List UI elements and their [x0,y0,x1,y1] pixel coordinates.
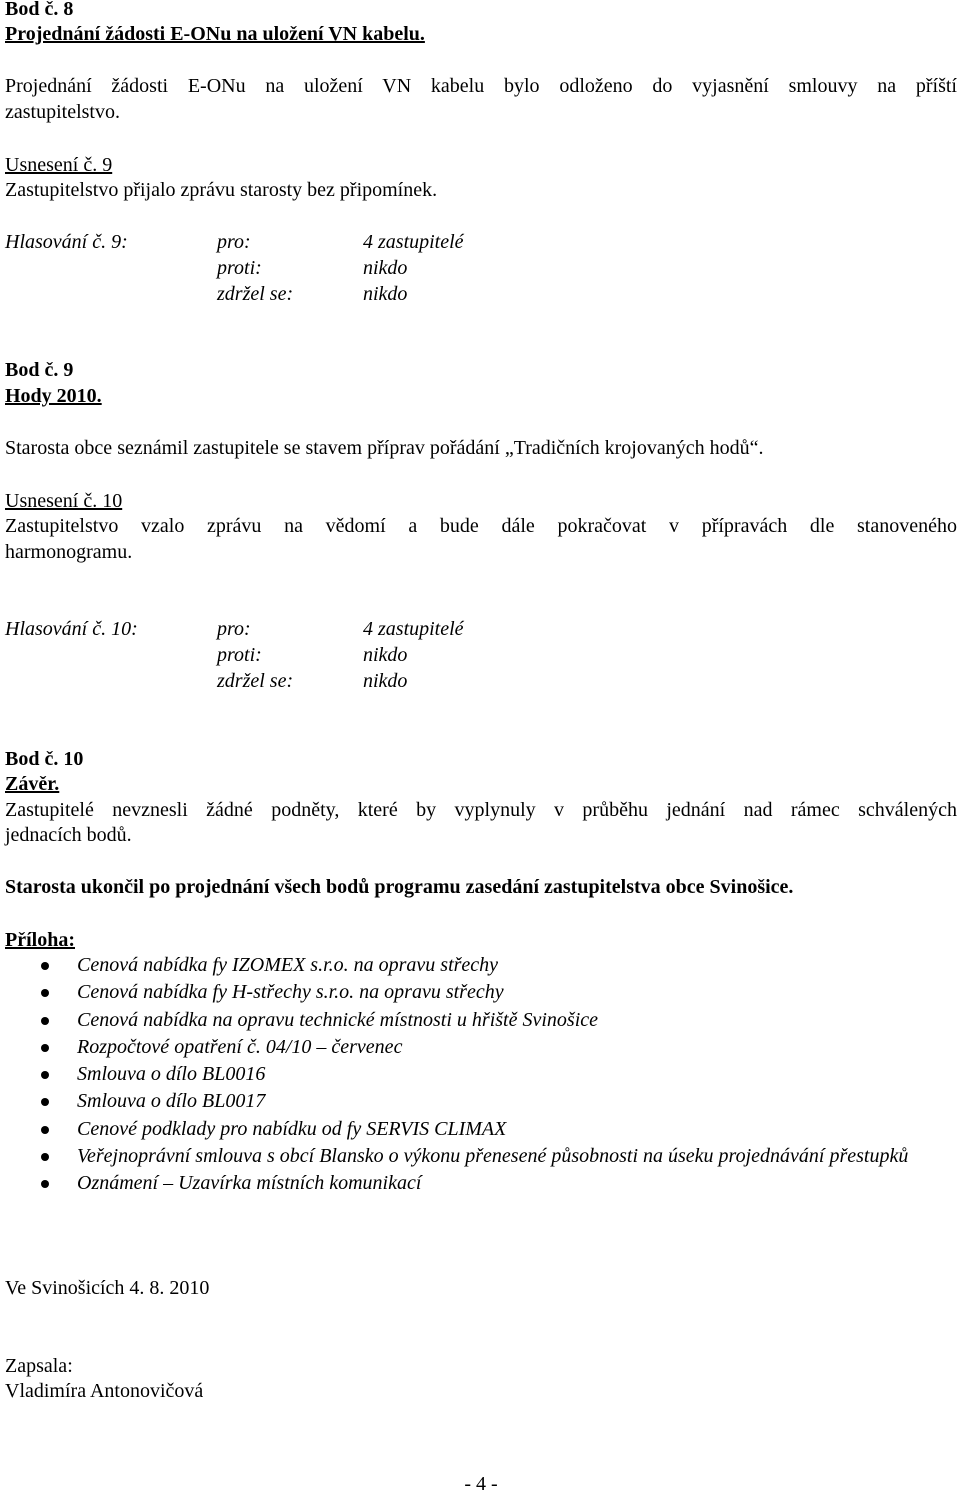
hlasovani9-pro-key: pro: [217,231,251,253]
hlasovani10-block [5,616,957,694]
hlasovani9-label: Hlasování č. 9: [5,231,128,253]
priloha-item-text: Cenová nabídka fy IZOMEX s.r.o. na opravu střechy [77,954,499,976]
usneseni9-heading: Usnesení č. 9 [5,154,113,176]
bod8-text-line2: zastupitelstvo. [5,101,120,123]
bullet-icon [41,1126,49,1134]
priloha-item-text: Smlouva o dílo BL0017 [77,1090,266,1113]
bullet-icon [41,1071,49,1079]
usneseni9-text: Zastupitelstvo přijalo zprávu starosty bez připomínek. [5,179,438,201]
hlasovani9-zdrzel-val: nikdo [363,283,408,305]
hlasovani10-pro-val: 4 zastupitelé [363,618,464,640]
priloha-item [5,1170,957,1197]
priloha-item [5,979,957,1006]
zapsala-label: Zapsala: [5,1355,73,1377]
hlasovani9-zdrzel-key: zdržel se: [217,283,294,305]
priloha-item-text: Smlouva o dílo BL0016 [77,1063,266,1086]
bullet-icon [41,1098,49,1106]
bod10-text-line2: jednacích bodů. [5,824,132,846]
priloha-list [5,952,957,1198]
bullet-icon [41,1153,49,1161]
priloha-item [5,1061,957,1088]
hlasovani10-label: Hlasování č. 10: [5,618,138,640]
bod9-text: Starosta obce seznámil zastupitele se stavem příprav pořádání „Tradičních krojovaných hodů“. [5,437,764,459]
bod10-title: Závěr. [5,773,60,795]
hlasovani10-zdrzel-key: zdržel se: [217,670,294,692]
priloha-item-text: Veřejnoprávní smlouva s obcí Blansko o výkonu přenesené působnosti na úseku projednávání přestupků [77,1145,909,1168]
usneseni10-text-line1: Zastupitelstvo vzalo zprávu na vědomí a bude dále pokračovat v přípravách dle stanoveného [5,515,957,537]
hlasovani10-proti-key: proti: [217,644,262,666]
priloha-item-text: Cenová nabídka fy H-střechy s.r.o. na opravu střechy [77,981,504,1004]
priloha-item [5,1034,957,1061]
bod10-heading: Bod č. 10 [5,748,84,770]
bod9-title: Hody 2010. [5,385,102,407]
hlasovani9-proti-val: nikdo [363,257,408,279]
priloha-item-text: Rozpočtové opatření č. 04/10 – červenec [77,1035,403,1058]
bullet-icon [41,962,49,970]
priloha-item [5,1143,957,1170]
hlasovani9-proti-key: proti: [217,257,262,279]
priloha-item [5,952,957,979]
bullet-icon [41,1180,49,1188]
page-number: - 4 - [464,1473,498,1495]
place-date: Ve Svinošicích 4. 8. 2010 [5,1277,210,1299]
bod8-text-line1: Projednání žádosti E-ONu na uložení VN kabelu bylo odloženo do vyjasnění smlouvy na příští [5,75,957,97]
hlasovani10-proti-val: nikdo [363,644,408,666]
bullet-icon [41,1017,49,1025]
priloha-item-text: Oznámení – Uzavírka místních komunikací [77,1172,422,1195]
usneseni10-heading: Usnesení č. 10 [5,490,123,512]
priloha-item-text: Cenové podklady pro nabídku od fy SERVIS CLIMAX [77,1117,507,1140]
zapsala-name: Vladimíra Antonovičová [5,1380,204,1402]
bod10-text-line1: Zastupitelé nevznesli žádné podněty, které by vyplynuly v průběhu jednání nad rámec schválených [5,799,957,821]
bullet-icon [41,1044,49,1052]
bod9-heading: Bod č. 9 [5,359,74,381]
hlasovani10-pro-key: pro: [217,618,251,640]
bullet-icon [41,989,49,997]
closing-statement: Starosta ukončil po projednání všech bodů programu zasedání zastupitelstva obce Svinošice. [5,876,794,898]
hlasovani9-block [5,229,957,307]
priloha-item [5,1088,957,1115]
bod8-heading: Bod č. 8 [5,0,74,20]
priloha-item [5,1116,957,1143]
hlasovani9-pro-val: 4 zastupitelé [363,231,464,253]
priloha-item-text: Cenová nabídka na opravu technické místnosti u hřiště Svinošice [77,1008,599,1031]
priloha-heading: Příloha: [5,929,75,951]
hlasovani10-zdrzel-val: nikdo [363,670,408,692]
bod8-title: Projednání žádosti E-ONu na uložení VN kabelu. [5,23,425,45]
usneseni10-text-line2: harmonogramu. [5,541,133,563]
priloha-item [5,1007,957,1034]
